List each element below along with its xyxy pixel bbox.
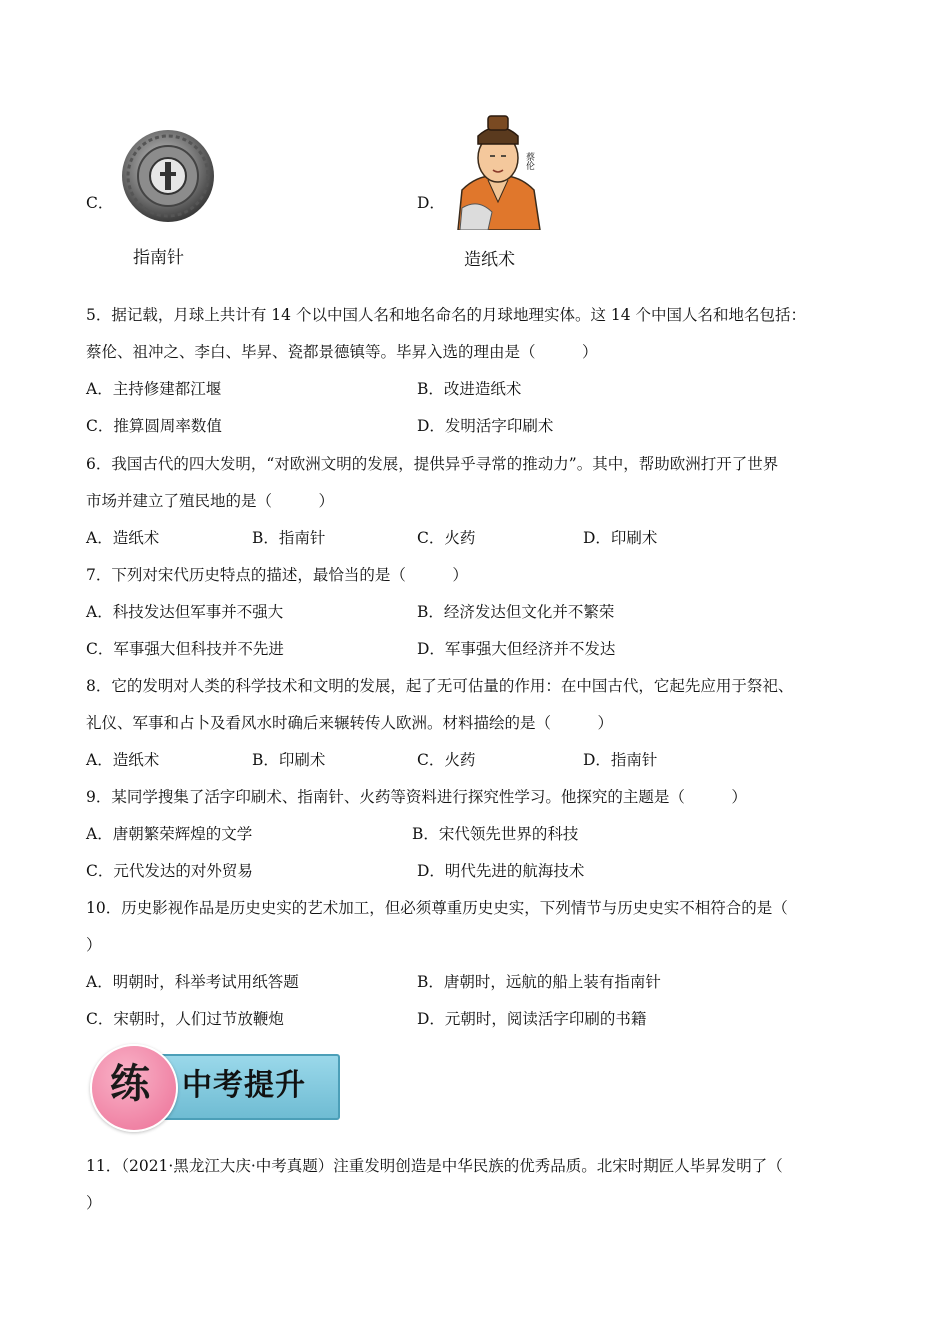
q8-stem-line2: 礼仪、军事和占卜及看风水时确后来辗转传人欧洲。材料描绘的是（ ） — [86, 714, 614, 732]
compass-caption: 指南针 — [133, 248, 184, 268]
q5-stem-line2: 蔡伦、祖冲之、李白、毕昇、瓷都景德镇等。毕昇入选的理由是（ ） — [86, 343, 598, 361]
q6-option-b: B．指南针 — [252, 529, 326, 547]
q11-stem-line2: ） — [86, 1194, 102, 1212]
q6-stem-line2: 市场并建立了殖民地的是（ ） — [86, 492, 335, 510]
q5-option-b: B．改进造纸术 — [417, 380, 522, 398]
q10-option-c: C．宋朝时，人们过节放鞭炮 — [86, 1010, 284, 1028]
q8-stem-line1: 8．它的发明对人类的科学技术和文明的发展，起了无可估量的作用：在中国古代，它起先应用于祭祀、 — [86, 677, 794, 695]
q8-option-a: A．造纸术 — [86, 751, 160, 769]
option-d-label: D． — [417, 194, 445, 212]
q7-stem-line1: 7．下列对宋代历史特点的描述，最恰当的是（ ） — [86, 566, 468, 584]
q10-option-d: D．元朝时，阅读活字印刷的书籍 — [417, 1010, 647, 1028]
section-banner — [90, 1052, 338, 1120]
q8-option-b: B．印刷术 — [252, 751, 326, 769]
q7-option-b: B．经济发达但文化并不繁荣 — [417, 603, 615, 621]
q8-option-d: D．指南针 — [583, 751, 658, 769]
papermaking-caption: 造纸术 — [464, 250, 515, 270]
q7-option-c: C．军事强大但科技并不先进 — [86, 640, 284, 658]
cailun-name-tag: 蔡伦 — [524, 152, 534, 170]
q10-option-a: A．明朝时，科举考试用纸答题 — [86, 973, 299, 991]
q7-option-d: D．军事强大但经济并不发达 — [417, 640, 616, 658]
q7-option-a: A．科技发达但军事并不强大 — [86, 603, 284, 621]
q9-option-c: C．元代发达的对外贸易 — [86, 862, 253, 880]
q9-option-b: B．宋代领先世界的科技 — [412, 825, 579, 843]
q5-option-a: A．主持修建都江堰 — [86, 380, 222, 398]
q5-option-d: D．发明活字印刷术 — [417, 417, 554, 435]
banner-circle-char: 练 — [110, 1060, 150, 1107]
q10-option-b: B．唐朝时，远航的船上装有指南针 — [417, 973, 661, 991]
q8-option-c: C．火药 — [417, 751, 476, 769]
q6-option-d: D．印刷术 — [583, 529, 658, 547]
cailun-image — [448, 112, 548, 230]
q9-option-d: D．明代先进的航海技术 — [417, 862, 585, 880]
q6-option-c: C．火药 — [417, 529, 476, 547]
cai-lun-portrait-icon — [448, 112, 548, 230]
banner-title: 中考提升 — [182, 1068, 306, 1103]
q9-stem-line1: 9．某同学搜集了活字印刷术、指南针、火药等资料进行探究性学习。他探究的主题是（ ） — [86, 788, 747, 806]
q10-stem-line2: ） — [86, 936, 102, 954]
option-c-label: C． — [86, 194, 114, 212]
compass-image — [120, 128, 216, 224]
q11-stem-line1: 11．（2021·黑龙江大庆·中考真题）注重发明创造是中华民族的优秀品质。北宋时期匠人毕昇发明了（ — [86, 1157, 783, 1175]
q6-stem-line1: 6．我国古代的四大发明，“对欧洲文明的发展，提供异乎寻常的推动力”。其中，帮助欧洲打开了世界 — [86, 455, 779, 473]
compass-icon — [120, 128, 216, 224]
q6-option-a: A．造纸术 — [86, 529, 160, 547]
q5-stem-line1: 5．据记载，月球上共计有 14 个以中国人名和地名命名的月球地理实体。这 14 个中国人名和地名包括： — [86, 306, 807, 324]
q5-option-c: C．推算圆周率数值 — [86, 417, 222, 435]
q10-stem-line1: 10．历史影视作品是历史史实的艺术加工，但必须尊重历史史实，下列情节与历史史实不相符合的是（ — [86, 899, 788, 917]
q9-option-a: A．唐朝繁荣辉煌的文学 — [86, 825, 253, 843]
